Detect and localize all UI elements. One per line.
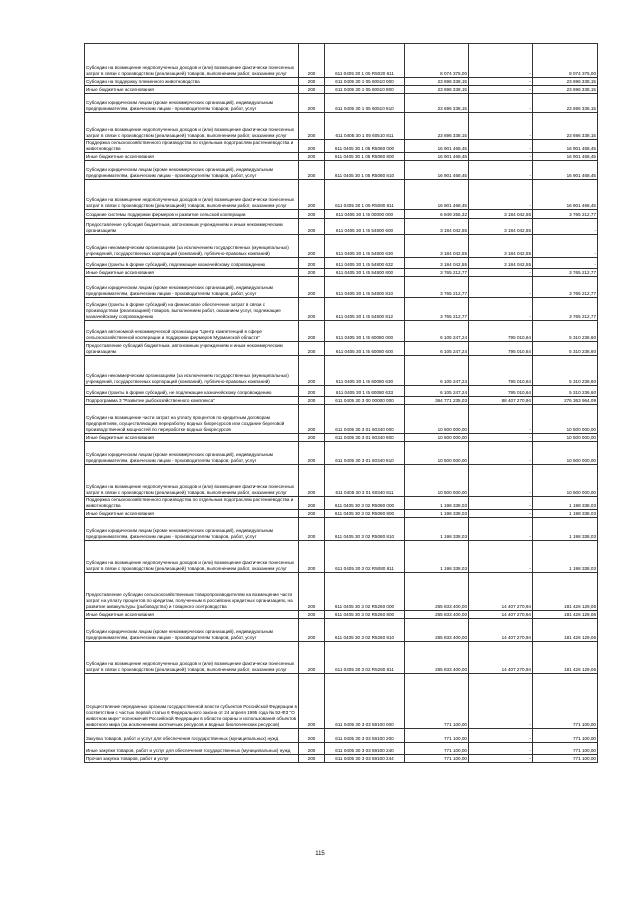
- row-value-regional: 16 901 468,45: [533, 180, 598, 210]
- row-value-regional: 771 100,00: [533, 729, 598, 743]
- table-row: [85, 219, 598, 235]
- row-code: 200: [299, 541, 325, 573]
- row-value-approved: 6 105 247,24: [405, 321, 469, 342]
- row-name: Иные бюджетные ассигнования: [85, 510, 299, 518]
- row-value-regional: 10 500 000,00: [533, 465, 598, 497]
- row-value-approved: 3 184 042,55: [405, 258, 469, 269]
- row-code: 200: [299, 342, 325, 356]
- row-value-federal: 795 010,64: [469, 321, 533, 342]
- row-value-approved: 3 765 212,77: [405, 298, 469, 321]
- row-kbk: 611 0405 30 1 05 60510 800: [325, 86, 405, 94]
- table-row: [85, 619, 598, 642]
- row-value-federal: -: [469, 434, 533, 442]
- row-code: 200: [299, 258, 325, 269]
- row-value-federal: -: [469, 277, 533, 298]
- table-row: [85, 258, 598, 269]
- table-row: [85, 180, 598, 210]
- row-name: Субсидии юридическим лицам (кроме некоммерческих организаций), индивидуальным предпринимателям, физическим лицам - производителям товаров, работ, услуг: [85, 277, 299, 298]
- row-kbk: 611 0405 30 3 03 59100 000: [325, 674, 405, 729]
- row-name: Осуществление переданных органам государственной власти субъектов Российской Федерации в соответствии с частью первой статьи 6 Федерального закона от 24 апреля 1995 года № 52-ФЗ "О животном мире" полномочий Российской Федерации в области охраны и использования объектов животного мира (за исключением охотничьих ресурсов и водных биологических ресурсов): [85, 674, 299, 729]
- row-value-approved: 771 100,00: [405, 729, 469, 743]
- row-name: Прочая закупка товаров, работ и услуг: [85, 755, 299, 763]
- row-name: Предоставление субсидий бюджетным, автономным учреждениям и иным некоммерческим организациям: [85, 342, 299, 356]
- row-name: Предоставление субсидий бюджетным, автономным учреждениям и иным некоммерческим организациям: [85, 219, 299, 235]
- row-value-regional: 5 310 236,60: [533, 386, 598, 397]
- row-value-regional: 1 198 338,03: [533, 510, 598, 518]
- row-code: 200: [299, 44, 325, 78]
- row-value-approved: 16 901 468,45: [405, 180, 469, 210]
- row-value-federal: -: [469, 674, 533, 729]
- row-value-approved: 6 949 255,32: [405, 210, 469, 219]
- row-value-federal: -: [469, 743, 533, 755]
- row-code: 200: [299, 405, 325, 434]
- row-value-approved: 771 100,00: [405, 674, 469, 729]
- row-name: Субсидии юридическим лицам (кроме некоммерческих организаций), индивидуальным предпринимателям, физическим лицам - производителям товаров, работ, услуг: [85, 442, 299, 465]
- row-name: Субсидии (гранты в форме субсидий) на финансовое обеспечение затрат в связи с производством (реализацией) товаров, выполнением работ, оказанием услуг, подлежащие казначейскому сопровождению: [85, 298, 299, 321]
- row-value-federal: -: [469, 44, 533, 78]
- table-row: [85, 210, 598, 219]
- table-row: [85, 298, 598, 321]
- row-kbk: 611 0405 30 1 I5 54800 800: [325, 269, 405, 277]
- row-value-federal: -: [469, 510, 533, 518]
- table-row: [85, 44, 598, 78]
- row-value-regional: 3 765 212,77: [533, 298, 598, 321]
- row-code: 200: [299, 269, 325, 277]
- row-value-approved: 6 105 247,24: [405, 342, 469, 356]
- row-value-federal: -: [469, 180, 533, 210]
- row-kbk: 611 0405 30 1 I5 54800 600: [325, 219, 405, 235]
- row-value-federal: -: [469, 541, 533, 573]
- row-name: Субсидии на возмещение недополученных доходов и (или) возмещение фактически понесенных затрат в связи с производством (реализацией) товаров, выполнением работ, оказанием услуг: [85, 541, 299, 573]
- row-value-regional: 1 198 338,03: [533, 541, 598, 573]
- row-value-regional: 1 198 338,03: [533, 497, 598, 510]
- row-name: Субсидии (гранты в форме субсидий), не подлежащие казначейскому сопровождению: [85, 386, 299, 397]
- table-row: [85, 674, 598, 729]
- row-value-approved: 10 500 000,00: [405, 434, 469, 442]
- row-name: Субсидии на возмещение недополученных доходов и (или) возмещение фактически понесенных затрат в связи с производством (реализацией) товаров, выполнением работ, оказанием услуг: [85, 44, 299, 78]
- row-value-federal: 3 184 042,55: [469, 210, 533, 219]
- row-value-regional: -: [533, 219, 598, 235]
- row-kbk: 611 0405 30 1 I5 54800 812: [325, 298, 405, 321]
- table-row: [85, 465, 598, 497]
- row-value-federal: -: [469, 729, 533, 743]
- row-value-federal: -: [469, 465, 533, 497]
- row-kbk: 611 0405 30 3 02 R5260 000: [325, 573, 405, 611]
- row-value-approved: 23 696 338,15: [405, 94, 469, 113]
- row-value-regional: 771 100,00: [533, 743, 598, 755]
- table-row: [85, 510, 598, 518]
- row-value-approved: 265 833 400,00: [405, 573, 469, 611]
- row-code: 200: [299, 674, 325, 729]
- row-value-federal: -: [469, 78, 533, 86]
- table-row: [85, 497, 598, 510]
- row-kbk: 611 0405 30 1 05 R5080 800: [325, 153, 405, 161]
- row-name: Субсидии юридическим лицам (кроме некоммерческих организаций), индивидуальным предпринимателям, физическим лицам - производителям товаров, работ, услуг: [85, 619, 299, 642]
- table-row: [85, 518, 598, 541]
- row-value-approved: 10 500 000,00: [405, 405, 469, 434]
- row-kbk: 611 0405 30 3 03 59100 200: [325, 729, 405, 743]
- row-code: 200: [299, 219, 325, 235]
- row-value-federal: -: [469, 153, 533, 161]
- row-value-regional: 10 500 000,00: [533, 434, 598, 442]
- row-name: Иные бюджетные ассигнования: [85, 153, 299, 161]
- row-value-regional: 23 696 338,15: [533, 94, 598, 113]
- row-name: Поддержка сельскохозяйственного производства по отдельным подотраслям растениеводства и животноводства: [85, 140, 299, 153]
- row-code: 200: [299, 298, 325, 321]
- page-number: 115: [315, 851, 325, 857]
- row-value-approved: 265 833 400,00: [405, 619, 469, 642]
- row-name: Иные закупки товаров, работ и услуг для обеспечения государственных (муниципальных) нужд: [85, 743, 299, 755]
- row-value-federal: 795 010,64: [469, 386, 533, 397]
- table-row: [85, 729, 598, 743]
- row-value-regional: 771 100,00: [533, 755, 598, 763]
- row-code: 200: [299, 386, 325, 397]
- row-value-approved: 3 765 212,77: [405, 277, 469, 298]
- row-kbk: 611 0405 30 3 02 R5080 000: [325, 497, 405, 510]
- row-kbk: 611 0405 30 1 I5 54800 810: [325, 277, 405, 298]
- row-kbk: 611 0405 30 1 05 60510 000: [325, 78, 405, 86]
- row-name: Предоставление субсидии сельскохозяйственным товаропроизводителям на возмещение части затрат на уплату процентов по кредитам, полученным в российских кредитных организациях, на развитие аквакультуры (рыбоводство) и товарного осетроводства: [85, 573, 299, 611]
- row-value-approved: 771 100,00: [405, 755, 469, 763]
- row-name: Субсидия автономной некоммерческой организации "Центр компетенций в сфере сельскохозяйственной кооперации и поддержки фермеров Мурманской области": [85, 321, 299, 342]
- row-value-regional: -: [533, 235, 598, 258]
- row-value-approved: 265 833 400,00: [405, 611, 469, 619]
- row-code: 200: [299, 442, 325, 465]
- row-code: 200: [299, 743, 325, 755]
- table-row: [85, 113, 598, 140]
- row-value-regional: 5 310 236,60: [533, 321, 598, 342]
- table-row: [85, 277, 598, 298]
- table-row: [85, 442, 598, 465]
- row-value-approved: 3 765 212,77: [405, 269, 469, 277]
- row-value-regional: 3 765 212,77: [533, 277, 598, 298]
- row-code: 200: [299, 153, 325, 161]
- row-kbk: 611 0405 30 1 05 R5080 811: [325, 180, 405, 210]
- table-row: [85, 153, 598, 161]
- row-value-approved: 1 198 338,03: [405, 510, 469, 518]
- table-body: [85, 44, 598, 763]
- row-name: Поддержка сельскохозяйственного производства по отдельным подотраслям растениеводства и животноводства: [85, 497, 299, 510]
- row-name: Субсидии некоммерческим организациям (за исключением государственных (муниципальных) учреждений, государственных корпораций (компаний), публично-правовых компаний): [85, 356, 299, 386]
- row-kbk: 611 0405 30 3 02 R5080 811: [325, 541, 405, 573]
- table-row: [85, 94, 598, 113]
- row-code: 200: [299, 161, 325, 180]
- row-value-regional: 3 765 212,77: [533, 269, 598, 277]
- row-name: Иные бюджетные ассигнования: [85, 611, 299, 619]
- table-row: [85, 541, 598, 573]
- row-value-regional: 16 901 468,45: [533, 153, 598, 161]
- row-kbk: 611 0405 30 3 02 R5260 811: [325, 642, 405, 674]
- row-kbk: 611 0405 30 3 02 R5080 800: [325, 510, 405, 518]
- row-code: 200: [299, 140, 325, 153]
- row-kbk: 611 0405 30 1 I5 54800 632: [325, 258, 405, 269]
- row-value-approved: 23 696 338,15: [405, 78, 469, 86]
- row-value-federal: 3 184 042,55: [469, 258, 533, 269]
- row-code: 200: [299, 356, 325, 386]
- row-value-federal: -: [469, 113, 533, 140]
- row-name: Субсидии на возмещение недополученных доходов и (или) возмещение фактически понесенных затрат в связи с производством (реализацией) товаров, выполнением работ, оказанием услуг: [85, 113, 299, 140]
- row-kbk: 611 0405 30 1 05 60510 810: [325, 94, 405, 113]
- table-row: [85, 140, 598, 153]
- row-kbk: 611 0405 30 3 03 59100 240: [325, 743, 405, 755]
- row-code: 200: [299, 434, 325, 442]
- row-value-regional: 10 500 000,00: [533, 442, 598, 465]
- row-kbk: 611 0405 30 1 05 R5020 611: [325, 44, 405, 78]
- row-value-federal: 14 407 270,94: [469, 642, 533, 674]
- row-code: 200: [299, 642, 325, 674]
- row-name: Субсидии юридическим лицам (кроме некоммерческих организаций), индивидуальным предпринимателям, физическим лицам - производителям товаров, работ, услуг: [85, 518, 299, 541]
- row-kbk: 611 0405 30 3 02 R5080 810: [325, 518, 405, 541]
- row-value-regional: 1 198 338,03: [533, 518, 598, 541]
- row-value-approved: 1 198 338,03: [405, 541, 469, 573]
- row-kbk: 611 0405 30 3 01 60340 810: [325, 442, 405, 465]
- row-code: 200: [299, 94, 325, 113]
- row-kbk: 611 0405 30 3 00 00000 000: [325, 397, 405, 405]
- row-kbk: 611 0405 30 1 05 R5080 810: [325, 161, 405, 180]
- row-name: Создание системы поддержки фермеров и развитие сельской кооперации: [85, 210, 299, 219]
- row-value-regional: 5 310 236,60: [533, 356, 598, 386]
- table-row: [85, 755, 598, 763]
- row-value-regional: 3 765 212,77: [533, 210, 598, 219]
- row-kbk: 611 0405 30 1 I5 60080 600: [325, 342, 405, 356]
- row-value-regional: 181 426 129,06: [533, 642, 598, 674]
- row-code: 200: [299, 235, 325, 258]
- row-code: 200: [299, 518, 325, 541]
- row-value-regional: 276 363 964,09: [533, 397, 598, 405]
- row-code: 200: [299, 755, 325, 763]
- row-value-approved: 364 771 235,03: [405, 397, 469, 405]
- row-kbk: 611 0405 30 1 I5 54800 630: [325, 235, 405, 258]
- row-name: Субсидии на возмещение части затрат на уплату процентов по кредитным договорам предприятиям, осуществляющим переработку водных биоресурсов или создание береговой производственной мощностей по переработке водных биоресурсов: [85, 405, 299, 434]
- row-kbk: 611 0405 30 1 I5 00000 000: [325, 210, 405, 219]
- row-value-federal: 3 184 042,55: [469, 219, 533, 235]
- row-code: 200: [299, 180, 325, 210]
- row-value-regional: 16 901 468,45: [533, 161, 598, 180]
- row-name: Субсидии на возмещение недополученных доходов и (или) возмещение фактически понесенных затрат в связи с производством (реализацией) товаров, выполнением работ, оказанием услуг: [85, 465, 299, 497]
- row-code: 200: [299, 611, 325, 619]
- row-kbk: 611 0405 30 3 02 R5260 810: [325, 619, 405, 642]
- row-value-approved: 23 696 338,15: [405, 113, 469, 140]
- table-row: [85, 397, 598, 405]
- row-value-federal: -: [469, 298, 533, 321]
- row-value-federal: 14 407 270,94: [469, 611, 533, 619]
- row-kbk: 611 0405 30 1 I5 60080 630: [325, 356, 405, 386]
- row-name: Иные бюджетные ассигнования: [85, 434, 299, 442]
- row-code: 200: [299, 465, 325, 497]
- row-value-regional: 10 500 000,00: [533, 405, 598, 434]
- row-kbk: 611 0405 30 3 01 60340 800: [325, 434, 405, 442]
- row-code: 200: [299, 573, 325, 611]
- row-value-approved: 1 198 338,03: [405, 497, 469, 510]
- row-name: Субсидии (гранты в форме субсидий), подлежащие казначейскому сопровождению: [85, 258, 299, 269]
- row-value-regional: 181 426 129,06: [533, 619, 598, 642]
- row-value-regional: 181 426 129,06: [533, 611, 598, 619]
- row-value-federal: -: [469, 161, 533, 180]
- table-row: [85, 235, 598, 258]
- row-kbk: 611 0405 30 3 01 60340 000: [325, 405, 405, 434]
- row-name: Иные бюджетные ассигнования: [85, 86, 299, 94]
- row-value-approved: 16 901 468,45: [405, 153, 469, 161]
- row-value-federal: 795 010,64: [469, 342, 533, 356]
- row-value-approved: 8 074 375,00: [405, 44, 469, 78]
- row-code: 200: [299, 78, 325, 86]
- table-row: [85, 356, 598, 386]
- row-name: Субсидии на поддержку племенного животноводства: [85, 78, 299, 86]
- budget-table: [84, 43, 598, 763]
- table-row: [85, 321, 598, 342]
- row-value-approved: 10 500 000,00: [405, 465, 469, 497]
- row-value-federal: -: [469, 442, 533, 465]
- row-kbk: 611 0405 30 1 I5 60080 633: [325, 386, 405, 397]
- row-value-federal: -: [469, 94, 533, 113]
- table-row: [85, 743, 598, 755]
- row-value-federal: -: [469, 497, 533, 510]
- row-value-approved: 6 105 247,24: [405, 356, 469, 386]
- row-kbk: 611 0405 30 1 I5 60080 000: [325, 321, 405, 342]
- row-value-regional: 771 100,00: [533, 674, 598, 729]
- table-row: [85, 405, 598, 434]
- row-value-approved: 1 198 338,03: [405, 518, 469, 541]
- row-value-regional: -: [533, 258, 598, 269]
- row-value-regional: 23 696 338,15: [533, 86, 598, 94]
- row-code: 200: [299, 510, 325, 518]
- row-value-federal: -: [469, 140, 533, 153]
- row-code: 200: [299, 397, 325, 405]
- row-value-regional: 8 074 375,00: [533, 44, 598, 78]
- row-name: Субсидии юридическим лицам (кроме некоммерческих организаций), индивидуальным предпринимателям, физическим лицам - производителям товаров, работ, услуг: [85, 94, 299, 113]
- row-value-approved: 16 901 468,45: [405, 140, 469, 153]
- row-value-approved: 3 184 042,55: [405, 219, 469, 235]
- row-value-federal: 88 407 270,94: [469, 397, 533, 405]
- row-kbk: 611 0405 30 3 02 R5260 800: [325, 611, 405, 619]
- row-value-federal: -: [469, 518, 533, 541]
- row-kbk: 611 0405 30 1 05 60510 811: [325, 113, 405, 140]
- table-row: [85, 161, 598, 180]
- row-kbk: 611 0405 30 1 05 R5080 000: [325, 140, 405, 153]
- table-row: [85, 386, 598, 397]
- row-name: Подпрограмма 3 "Развитие рыбохозяйственного комплекса": [85, 397, 299, 405]
- table-row: [85, 269, 598, 277]
- row-code: 200: [299, 210, 325, 219]
- table-row: [85, 642, 598, 674]
- row-value-approved: 16 901 468,45: [405, 161, 469, 180]
- row-name: Субсидии юридическим лицам (кроме некоммерческих организаций), индивидуальным предпринимателям, физическим лицам - производителям товаров, работ, услуг: [85, 161, 299, 180]
- table-row: [85, 342, 598, 356]
- row-value-federal: 3 184 042,55: [469, 235, 533, 258]
- row-code: 200: [299, 113, 325, 140]
- row-code: 200: [299, 277, 325, 298]
- row-kbk: 611 0405 30 3 03 59100 244: [325, 755, 405, 763]
- row-value-federal: -: [469, 755, 533, 763]
- row-name: Субсидии некоммерческим организациям (за исключением государственных (муниципальных) учреждений, государственных корпораций (компаний), публично-правовых компаний): [85, 235, 299, 258]
- row-value-regional: 5 310 236,60: [533, 342, 598, 356]
- table-row: [85, 86, 598, 94]
- row-value-regional: 181 426 129,06: [533, 573, 598, 611]
- row-value-regional: 23 696 338,15: [533, 113, 598, 140]
- table-row: [85, 611, 598, 619]
- row-value-federal: -: [469, 269, 533, 277]
- row-code: 200: [299, 321, 325, 342]
- row-value-federal: 14 407 270,94: [469, 619, 533, 642]
- row-value-federal: 795 010,64: [469, 356, 533, 386]
- table-row: [85, 573, 598, 611]
- row-value-federal: 14 407 270,94: [469, 573, 533, 611]
- row-value-regional: 23 696 338,15: [533, 78, 598, 86]
- row-value-federal: -: [469, 86, 533, 94]
- row-value-approved: 23 696 338,15: [405, 86, 469, 94]
- row-name: Субсидии на возмещение недополученных доходов и (или) возмещение фактически понесенных затрат в связи с производством (реализацией) товаров, выполнением работ, оказанием услуг: [85, 180, 299, 210]
- row-code: 200: [299, 619, 325, 642]
- table-row: [85, 434, 598, 442]
- row-value-approved: 6 105 247,24: [405, 386, 469, 397]
- row-name: Иные бюджетные ассигнования: [85, 269, 299, 277]
- row-code: 200: [299, 729, 325, 743]
- row-value-approved: 10 500 000,00: [405, 442, 469, 465]
- row-value-regional: 16 901 468,45: [533, 140, 598, 153]
- table-row: [85, 78, 598, 86]
- row-code: 200: [299, 86, 325, 94]
- row-code: 200: [299, 497, 325, 510]
- row-name: Закупка товаров, работ и услуг для обеспечения государственных (муниципальных) нужд: [85, 729, 299, 743]
- row-value-approved: 3 184 042,55: [405, 235, 469, 258]
- row-value-federal: -: [469, 405, 533, 434]
- row-name: Субсидии на возмещение недополученных доходов и (или) возмещение фактически понесенных затрат в связи с производством (реализацией) товаров, выполнением работ, оказанием услуг: [85, 642, 299, 674]
- row-value-approved: 771 100,00: [405, 743, 469, 755]
- row-kbk: 611 0405 30 3 01 60340 811: [325, 465, 405, 497]
- row-value-approved: 265 833 400,00: [405, 642, 469, 674]
